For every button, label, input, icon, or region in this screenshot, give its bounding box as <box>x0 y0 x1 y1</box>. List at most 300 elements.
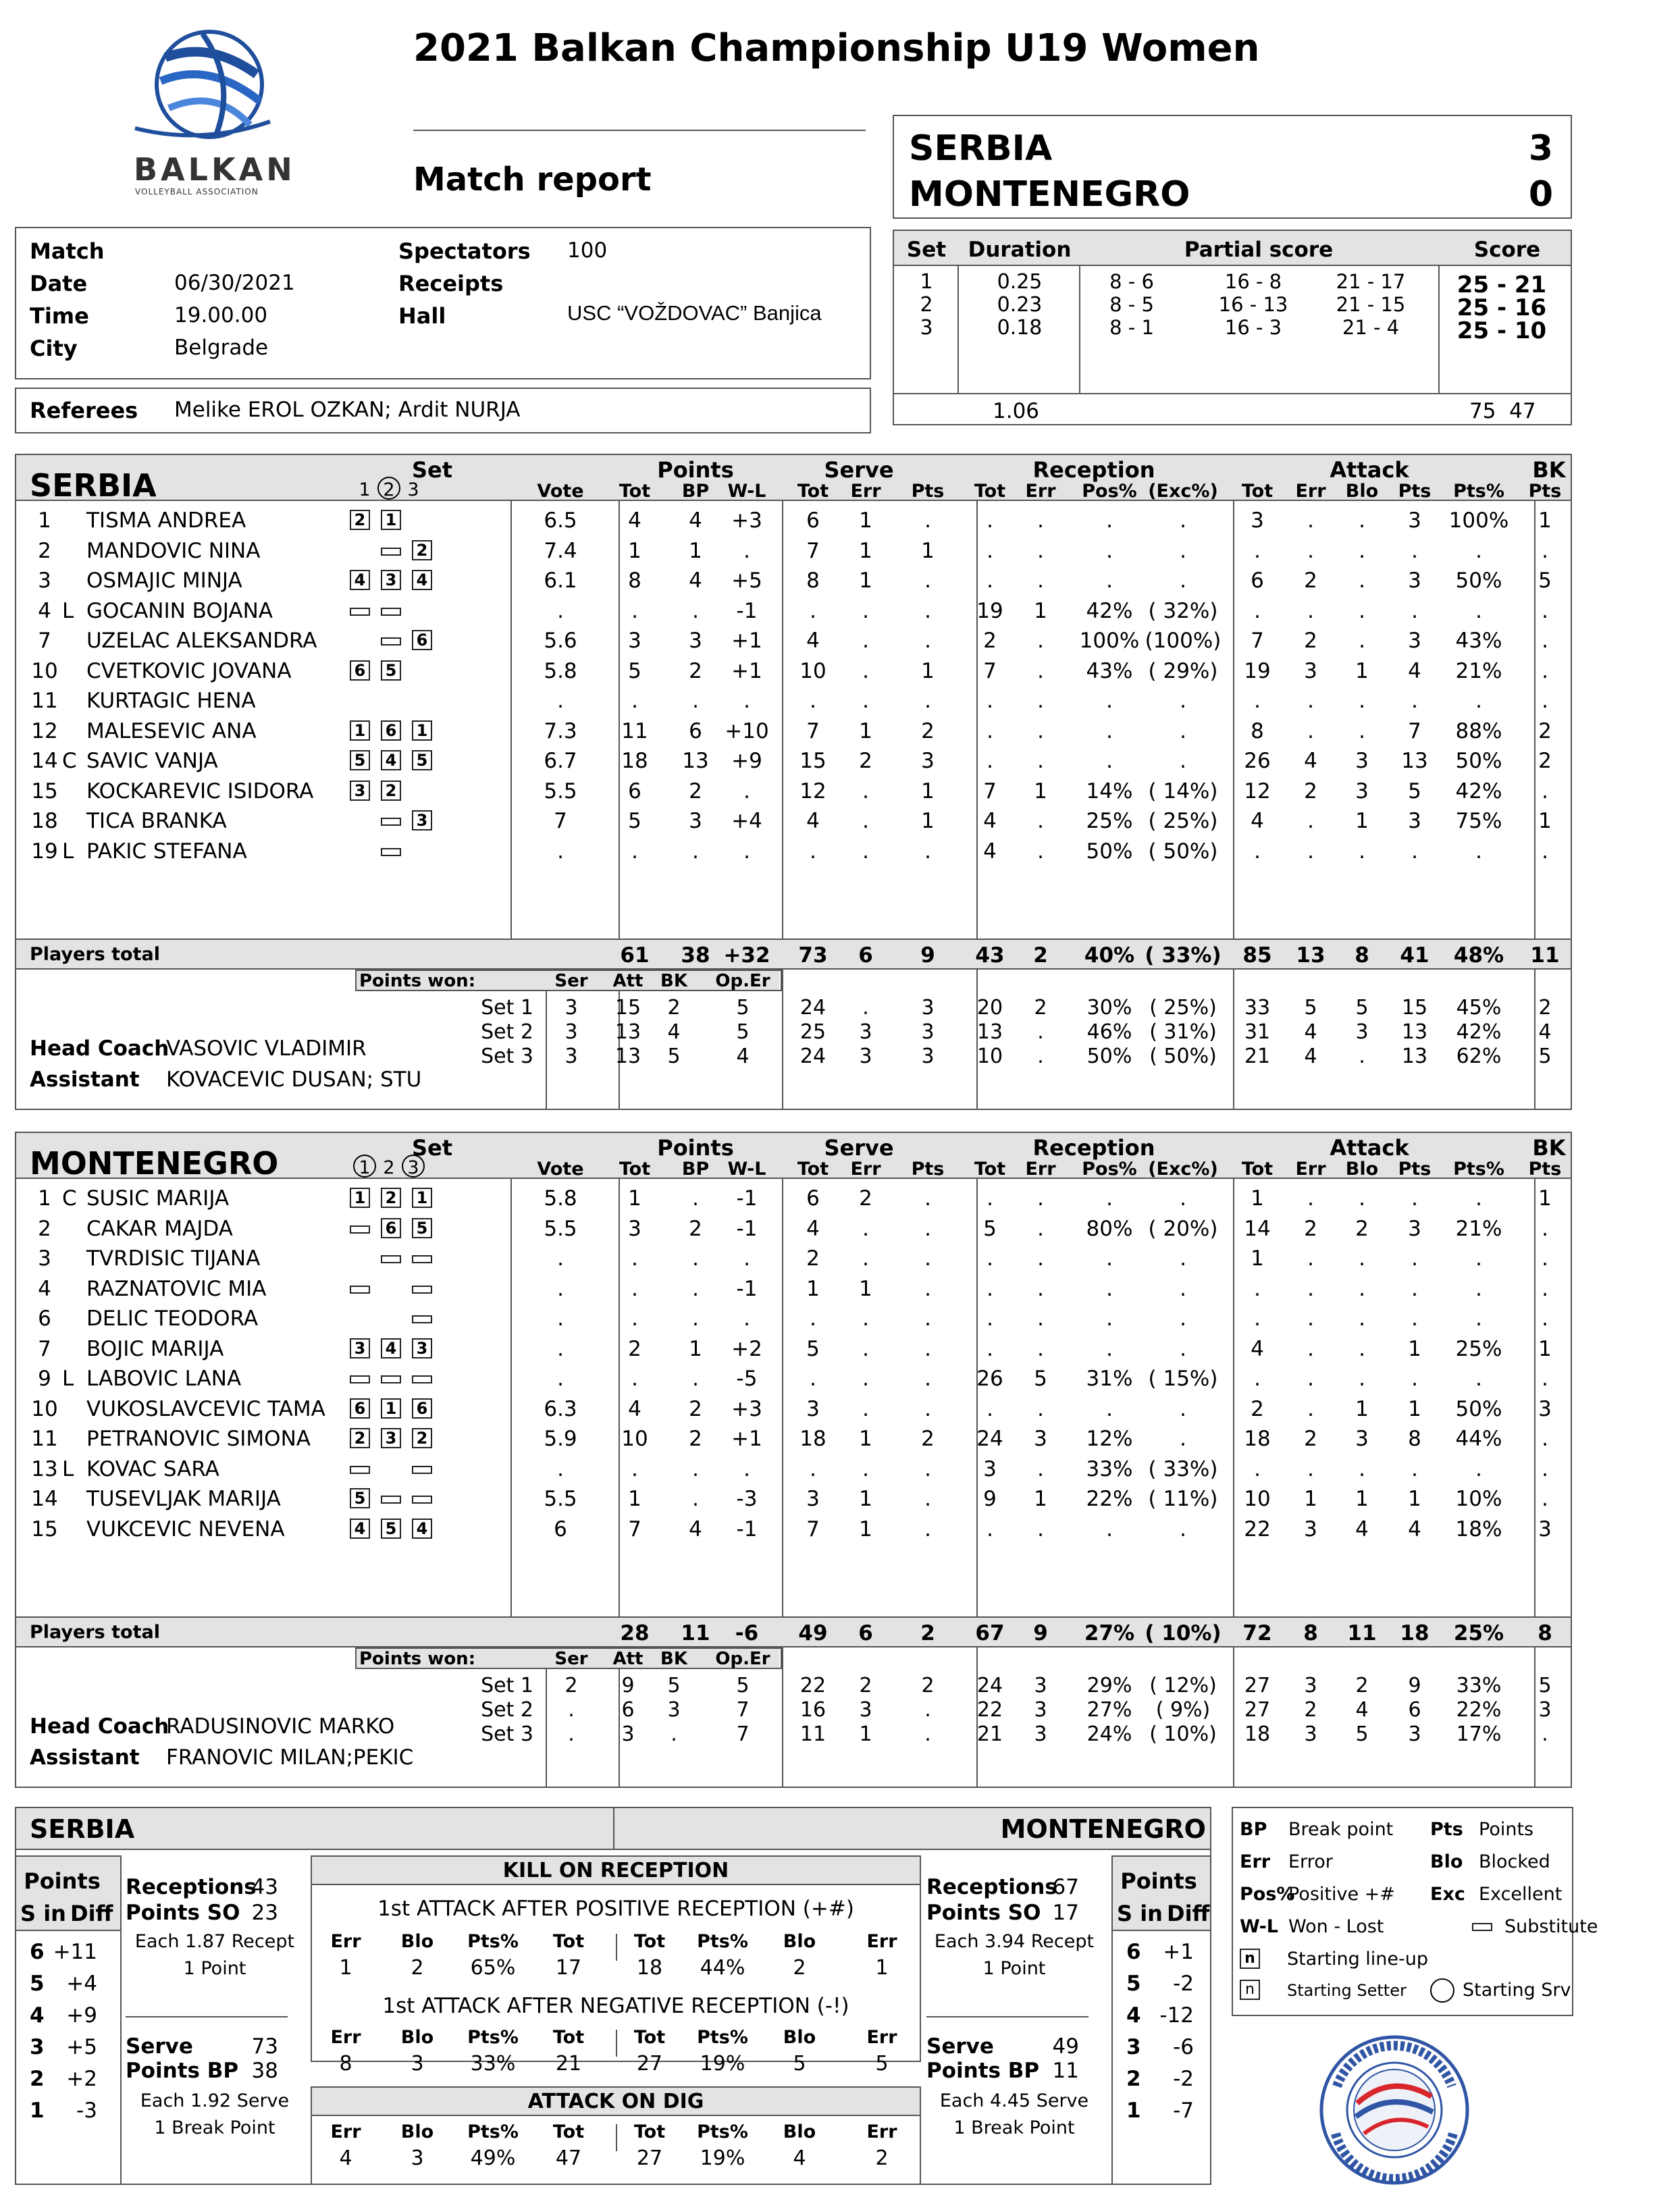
stat-cell: . <box>1307 839 1314 864</box>
player-role: C <box>62 749 77 773</box>
stat-cell: 4 <box>1304 749 1317 773</box>
stat-cell: 3 <box>1408 809 1421 833</box>
stat-cell: +1 <box>731 658 762 683</box>
points-header: Points <box>657 457 734 483</box>
stat-cell: 1 <box>921 778 935 803</box>
kill-cell: 27 <box>636 2146 663 2170</box>
set-stat-cell: ( 9%) <box>1155 1698 1211 1722</box>
stat-cell: . <box>924 839 931 864</box>
points-won-cell: 4 <box>736 1045 750 1068</box>
away-diff-label: Diff <box>1167 1901 1210 1926</box>
stat-cell: ( 50%) <box>1148 839 1218 864</box>
stat-cell: 1 <box>689 1336 702 1361</box>
substitute-marker <box>381 637 401 645</box>
set-stat-cell: ( 50%) <box>1149 1045 1217 1068</box>
assistant-label: Assistant <box>30 1067 140 1092</box>
set-score-number: 1 <box>1126 2098 1141 2123</box>
city-value: Belgrade <box>174 336 269 360</box>
stat-cell: 5.5 <box>544 1216 577 1241</box>
stat-cell: 8 <box>1251 718 1264 743</box>
stat-cell: 2 <box>628 1336 641 1361</box>
stat-cell: . <box>862 629 869 653</box>
player-role: C <box>62 1186 77 1211</box>
substitute-marker <box>350 1375 370 1383</box>
player-number: 14 <box>31 1487 58 1511</box>
serve-header: Serve <box>824 1135 894 1161</box>
player-name: SUSIC MARIJA <box>86 1186 230 1211</box>
stat-cell: 3 <box>1538 1396 1552 1421</box>
total-cell: 72 <box>1242 1621 1272 1645</box>
kill-col-header: Pts% <box>467 2027 519 2048</box>
stat-cell: 8 <box>806 569 820 593</box>
set-stat-cell: 21 <box>1244 1045 1271 1068</box>
stat-cell: . <box>1037 839 1044 864</box>
starting-position-box: 5 <box>412 750 432 770</box>
stat-cell: 4 <box>806 1216 820 1241</box>
points-won-cell: 2 <box>667 996 681 1020</box>
stat-cell: 6 <box>806 1186 820 1211</box>
starting-position-box: 2 <box>381 1188 401 1208</box>
stat-cell: -3 <box>736 1487 758 1511</box>
kill-col-header: Tot <box>552 2027 585 2048</box>
col-header-pts: Pts <box>1528 481 1562 502</box>
substitute-marker <box>381 1255 401 1263</box>
stat-cell: 5.5 <box>544 778 577 803</box>
stat-cell: . <box>862 1336 869 1361</box>
set-stat-cell: 5 <box>1304 996 1317 1020</box>
set-set-cell: 2 <box>920 293 933 317</box>
stat-cell: ( 33%) <box>1148 1456 1218 1481</box>
stat-cell: 1 <box>859 508 872 533</box>
col-header-err: Err <box>1295 1159 1326 1180</box>
home-sin-label: S in <box>20 1901 66 1926</box>
set-p2-cell: 16 - 8 <box>1224 270 1282 293</box>
stat-cell: . <box>924 598 931 623</box>
stat-cell: . <box>1106 1336 1113 1361</box>
set-stat-cell: . <box>924 1722 931 1746</box>
set-stat-cell: 25 <box>799 1020 826 1044</box>
stat-cell: ( 25%) <box>1148 809 1218 833</box>
set-score-number: 6 <box>1126 1940 1141 1964</box>
player-name: KOCKAREVIC ISIDORA <box>86 778 314 803</box>
stat-cell: . <box>987 569 993 593</box>
stat-cell: 26 <box>976 1367 1003 1391</box>
receipts-label: Receipts <box>398 271 504 296</box>
stat-cell: 2 <box>1304 778 1317 803</box>
stat-cell: . <box>987 1246 993 1271</box>
points-won-bk: BK <box>660 971 687 991</box>
player-role: L <box>62 598 74 623</box>
points-won-cell: . <box>568 1698 575 1722</box>
stat-cell: . <box>862 1306 869 1331</box>
starting-serve-icon <box>1430 1978 1454 2003</box>
set-score-cell: 25 - 10 <box>1456 317 1547 344</box>
starting-position-box: 2 <box>350 510 370 530</box>
player-number: 3 <box>38 1246 51 1271</box>
player-number: 15 <box>31 1516 58 1541</box>
stat-cell: . <box>743 689 750 713</box>
stat-cell: 22 <box>1244 1516 1271 1541</box>
referees-label: Referees <box>30 398 138 423</box>
stat-cell: . <box>1254 538 1261 563</box>
stat-cell: . <box>557 1306 564 1331</box>
set-stat-cell: 45% <box>1456 996 1502 1020</box>
stat-cell: -1 <box>736 1186 758 1211</box>
col-header-err: Err <box>850 1159 881 1180</box>
substitute-marker <box>412 1375 432 1383</box>
stat-cell: +1 <box>731 629 762 653</box>
stat-cell: . <box>1106 749 1113 773</box>
kill-cell: 47 <box>555 2146 582 2170</box>
total-cell: 73 <box>798 943 828 968</box>
home-points-bp-label: Points BP <box>126 2059 239 2083</box>
player-number: 3 <box>38 569 51 593</box>
logo-name: BALKAN <box>134 151 296 188</box>
logo-tag: VOLLEYBALL ASSOCIATION <box>135 187 259 196</box>
summary-home-name: SERBIA <box>30 1814 135 1844</box>
stat-cell: 4 <box>806 629 820 653</box>
stat-cell: 22% <box>1086 1487 1133 1511</box>
stat-cell: . <box>1180 1246 1186 1271</box>
set-stat-cell: 24 <box>976 1674 1003 1697</box>
set-label: Set 3 <box>481 1722 533 1746</box>
set-stat-cell: 2 <box>921 1674 935 1697</box>
away-sets-won: 0 <box>1528 174 1553 215</box>
stat-cell: 11 <box>621 718 648 743</box>
stat-cell: 3 <box>628 629 641 653</box>
stat-cell: 31% <box>1086 1367 1133 1391</box>
kill-cell: 17 <box>555 1956 582 1980</box>
set-p1-cell: 8 - 1 <box>1109 316 1154 339</box>
set-stat-cell: 5 <box>1538 1674 1552 1697</box>
stat-cell: . <box>692 598 699 623</box>
legend-text: Excellent <box>1479 1884 1563 1905</box>
stat-cell: . <box>1359 839 1365 864</box>
stat-cell: 7.4 <box>544 538 577 563</box>
legend-text: Positive +# <box>1288 1884 1395 1905</box>
stat-cell: . <box>1254 598 1261 623</box>
federation-seal <box>1317 2032 1472 2188</box>
col-header-err: Err <box>1025 481 1056 502</box>
stat-cell: . <box>862 809 869 833</box>
col-header-ptsp: Pts% <box>1453 481 1504 502</box>
stat-cell: . <box>1254 1456 1261 1481</box>
set-stat-cell: . <box>1542 1722 1548 1746</box>
set-stat-cell: 5 <box>1538 1045 1552 1068</box>
set-number-2: 2 <box>383 1157 395 1178</box>
stat-cell: . <box>1542 1276 1548 1301</box>
stat-cell: . <box>1475 1276 1482 1301</box>
kill-col-header: Tot <box>633 2121 666 2142</box>
stat-cell: . <box>557 598 564 623</box>
set-stat-cell: ( 10%) <box>1149 1722 1217 1746</box>
col-header-tot: Tot <box>1241 481 1274 502</box>
stat-cell: . <box>1106 1396 1113 1421</box>
stat-cell: 3 <box>1538 1516 1552 1541</box>
col-header-blo: Blo <box>1345 1159 1379 1180</box>
stat-cell: 8 <box>1408 1427 1421 1451</box>
total-cell: 8 <box>1303 1621 1318 1645</box>
substitute-marker <box>412 1255 432 1263</box>
col-header-pts: Pts <box>911 1159 945 1180</box>
diff-value: -6 <box>1173 2035 1194 2059</box>
col-header-bp: BP <box>681 481 710 502</box>
stat-cell: +4 <box>731 809 762 833</box>
stat-cell: 24 <box>976 1427 1003 1451</box>
stat-cell: 1 <box>859 1487 872 1511</box>
stat-cell: 5 <box>628 658 641 683</box>
set-stat-cell: 3 <box>1034 1722 1047 1746</box>
legend-text: Error <box>1288 1851 1333 1872</box>
stat-cell: . <box>692 1276 699 1301</box>
player-number: 10 <box>31 658 58 683</box>
player-name: CVETKOVIC JOVANA <box>86 658 292 683</box>
stat-cell: 4 <box>689 508 702 533</box>
stat-cell: . <box>1037 1306 1044 1331</box>
total-cell: 6 <box>858 943 873 968</box>
stat-cell: 1 <box>859 1276 872 1301</box>
starting-position-box: 2 <box>381 781 401 801</box>
total-cell: 9 <box>920 943 935 968</box>
stat-cell: . <box>924 629 931 653</box>
home-points-so-label: Points SO <box>126 1901 240 1925</box>
starting-serve-circle <box>377 477 400 500</box>
set-stat-cell: 3 <box>1304 1674 1317 1697</box>
stat-cell: . <box>1037 1276 1044 1301</box>
stat-cell: . <box>1106 718 1113 743</box>
hall-label: Hall <box>398 303 446 329</box>
kill-cell: 2 <box>411 1956 424 1980</box>
stat-cell: . <box>557 1336 564 1361</box>
stat-cell: 42% <box>1086 598 1133 623</box>
col-header-exc: (Exc%) <box>1148 481 1218 502</box>
stat-cell: . <box>924 1367 931 1391</box>
stat-cell: . <box>1542 629 1548 653</box>
stat-cell: . <box>1411 1276 1418 1301</box>
set-stat-cell: 33% <box>1456 1674 1502 1697</box>
total-cell: 43 <box>975 943 1005 968</box>
substitute-marker <box>412 1496 432 1504</box>
legend-key: W-L <box>1240 1916 1278 1937</box>
stat-cell: 3 <box>1034 1427 1047 1451</box>
set-score-number: 4 <box>1126 2003 1141 2028</box>
stat-cell: . <box>987 689 993 713</box>
stat-cell: . <box>1411 689 1418 713</box>
away-sin-label: S in <box>1117 1901 1163 1926</box>
set-stat-cell: 4 <box>1304 1020 1317 1044</box>
stat-cell: . <box>692 1367 699 1391</box>
stat-cell: 2 <box>921 718 935 743</box>
stat-cell: . <box>924 508 931 533</box>
stat-cell: . <box>1180 1336 1186 1361</box>
stat-cell: . <box>1307 1367 1314 1391</box>
stat-cell: ( 11%) <box>1148 1487 1218 1511</box>
stat-cell: 6.7 <box>544 749 577 773</box>
total-cell: 41 <box>1400 943 1429 968</box>
stat-cell: 8 <box>628 569 641 593</box>
stat-cell: 3 <box>1355 1427 1369 1451</box>
stat-cell: 7 <box>806 1516 820 1541</box>
starting-position-box: 1 <box>350 1188 370 1208</box>
set-stat-cell: 33 <box>1244 996 1271 1020</box>
stat-cell: . <box>557 1456 564 1481</box>
stat-cell: -1 <box>736 598 758 623</box>
stat-cell: 10% <box>1455 1487 1502 1511</box>
stat-cell: . <box>1359 538 1365 563</box>
stat-cell: 2 <box>859 749 872 773</box>
stat-cell: . <box>1542 1306 1548 1331</box>
date-label: Date <box>30 271 88 296</box>
stat-cell: . <box>1475 1456 1482 1481</box>
stat-cell: . <box>1254 689 1261 713</box>
stat-cell: 3 <box>1355 749 1369 773</box>
kill-col-header: Pts% <box>697 1931 748 1952</box>
stat-cell: . <box>1475 538 1482 563</box>
substitute-marker <box>381 1375 401 1383</box>
set-score-number: 1 <box>30 2098 45 2123</box>
col-header-tot: Tot <box>974 481 1006 502</box>
stat-cell: . <box>862 689 869 713</box>
stat-cell: . <box>1411 839 1418 864</box>
stat-cell: 4 <box>1408 658 1421 683</box>
stat-cell: . <box>692 1456 699 1481</box>
stat-cell: . <box>557 1246 564 1271</box>
stat-cell: . <box>1106 1246 1113 1271</box>
kill-col-header: Tot <box>552 1931 585 1952</box>
stat-cell: . <box>987 1516 993 1541</box>
stat-cell: . <box>1359 1456 1365 1481</box>
set-stat-cell: 21 <box>976 1722 1003 1746</box>
stat-cell: . <box>810 1456 816 1481</box>
set-stat-cell: 13 <box>1401 1020 1428 1044</box>
stat-cell: 2 <box>1538 749 1552 773</box>
head-coach-label: Head Coach <box>30 1036 169 1061</box>
home-recept-note2: 1 Point <box>183 1958 246 1979</box>
set-score-number: 6 <box>30 1940 45 1964</box>
legend-key: Pos% <box>1240 1884 1295 1905</box>
stat-cell: 7 <box>983 778 997 803</box>
set-p3-cell: 21 - 17 <box>1336 270 1406 293</box>
stat-cell: +9 <box>731 749 762 773</box>
stat-cell: 1 <box>1304 1487 1317 1511</box>
stat-cell: . <box>1106 1276 1113 1301</box>
stat-cell: 21% <box>1455 1216 1502 1241</box>
total-cell: 27% <box>1084 1621 1135 1645</box>
kill-cell: 44% <box>700 1956 745 1980</box>
starting-position-box: 2 <box>412 1428 432 1448</box>
substitute-marker <box>350 1286 370 1294</box>
set-p1-cell: 8 - 6 <box>1109 270 1154 293</box>
stat-cell: 4 <box>1408 1516 1421 1541</box>
stat-cell: . <box>1411 598 1418 623</box>
stat-cell: . <box>1475 839 1482 864</box>
total-cell: ( 33%) <box>1145 943 1222 968</box>
away-recept-note1: Each 3.94 Recept <box>934 1931 1095 1952</box>
starting-position-box: 3 <box>350 781 370 801</box>
stat-cell: . <box>924 1216 931 1241</box>
stat-cell: 7.3 <box>544 718 577 743</box>
stat-cell: . <box>557 1367 564 1391</box>
stat-cell: 80% <box>1086 1216 1133 1241</box>
set-stat-cell: ( 25%) <box>1149 996 1217 1020</box>
stat-cell: . <box>1254 1276 1261 1301</box>
set-stat-cell: 27 <box>1244 1674 1271 1697</box>
stat-cell: 1 <box>1251 1186 1264 1211</box>
stat-cell: . <box>631 1306 638 1331</box>
points-won-cell: 6 <box>621 1698 635 1722</box>
total-duration: 1.06 <box>993 399 1040 423</box>
stat-cell: . <box>1475 598 1482 623</box>
col-header-ptsp: Pts% <box>1453 1159 1504 1180</box>
set-stat-cell: ( 31%) <box>1149 1020 1217 1044</box>
stat-cell: . <box>1542 1487 1548 1511</box>
player-name: OSMAJIC MINJA <box>86 569 242 593</box>
stat-cell: 1 <box>1034 778 1047 803</box>
legend-key: Err <box>1240 1851 1271 1872</box>
team-name: SERBIA <box>30 467 157 504</box>
sets-hdr-set: Set <box>906 238 947 262</box>
kill-cell: 5 <box>875 2052 889 2076</box>
stat-cell: 3 <box>806 1487 820 1511</box>
stat-cell: 5 <box>983 1216 997 1241</box>
col-header-tot: Tot <box>619 481 651 502</box>
stat-cell: . <box>1411 1246 1418 1271</box>
stat-cell: 7 <box>1251 629 1264 653</box>
match-label: Match <box>30 238 105 264</box>
substitute-marker <box>381 1496 401 1504</box>
stat-cell: 2 <box>1304 629 1317 653</box>
home-receptions-label: Receptions <box>126 1875 257 1899</box>
stat-cell: 2 <box>1251 1396 1264 1421</box>
stat-cell: . <box>1307 1276 1314 1301</box>
stat-cell: 4 <box>983 839 997 864</box>
points-won-cell: 13 <box>614 1045 641 1068</box>
set-stat-cell: 24 <box>799 996 826 1020</box>
players-total-label: Players total <box>30 944 160 965</box>
head-coach-label: Head Coach <box>30 1714 169 1739</box>
points-won-att: Att <box>612 1649 644 1669</box>
stat-cell: 3 <box>1304 1516 1317 1541</box>
stat-cell: 25% <box>1455 1336 1502 1361</box>
stat-cell: 14% <box>1086 778 1133 803</box>
stat-cell: . <box>1037 569 1044 593</box>
stat-cell: 7 <box>628 1516 641 1541</box>
set-p2-cell: 16 - 13 <box>1218 293 1288 316</box>
player-number: 11 <box>31 689 58 713</box>
diff-value: -2 <box>1173 1972 1194 1996</box>
stat-cell: . <box>987 508 993 533</box>
player-number: 19 <box>31 839 58 864</box>
stat-cell: . <box>1307 689 1314 713</box>
stat-cell: . <box>810 839 816 864</box>
stat-cell: . <box>1542 1367 1548 1391</box>
total-cell: 11 <box>681 1621 710 1645</box>
points-won-cell: 13 <box>614 1020 641 1044</box>
starting-position-box: 4 <box>381 750 401 770</box>
stat-cell: . <box>1307 1306 1314 1331</box>
stat-cell: . <box>1542 598 1548 623</box>
kill-cell: 18 <box>636 1956 663 1980</box>
stat-cell: . <box>1254 839 1261 864</box>
stat-cell: . <box>1475 1186 1482 1211</box>
stat-cell: . <box>1254 1367 1261 1391</box>
kill-col-header: Err <box>866 2121 897 2142</box>
col-header-vote: Vote <box>537 1159 584 1180</box>
points-won-cell: . <box>671 1722 677 1746</box>
player-number: 14 <box>31 749 58 773</box>
set-dur-cell: 0.25 <box>997 270 1043 294</box>
stat-cell: 2 <box>1304 1216 1317 1241</box>
